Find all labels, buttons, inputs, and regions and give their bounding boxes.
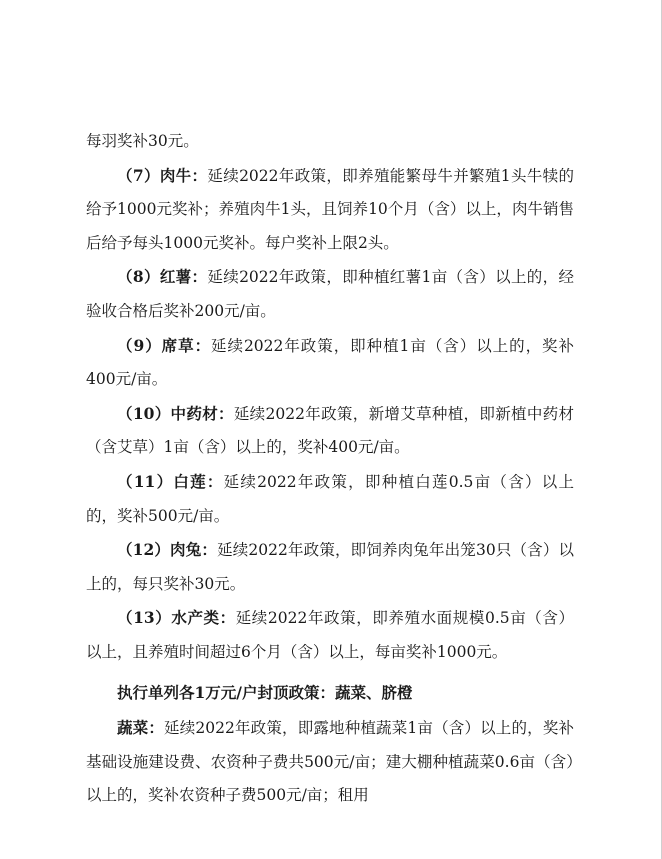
item-label: （13）水产类： xyxy=(117,608,236,628)
paragraph-text: 延续2022年政策，即养殖能繁母牛并繁殖1头牛犊的给予1000元奖补；养殖肉牛1头，且饲养10个月（含）以上，肉牛销售后给予每头1000元奖补。每户奖补上限2头。 xyxy=(86,166,574,252)
section-heading-text: 执行单列各1万元/户封顶政策：蔬菜、脐橙 xyxy=(117,682,413,702)
paragraph-vegetables xyxy=(86,711,574,813)
paragraph-text: 延续2022年政策，即种植1亩（含）以上的，奖补400元/亩。 xyxy=(86,336,574,389)
paragraph-text: 延续2022年政策，即养殖水面规模0.5亩（含）以上，且养殖时间超过6个月（含）以上，每亩奖补1000元。 xyxy=(86,609,574,661)
paragraph-beef-cattle xyxy=(86,159,574,261)
document-body xyxy=(86,125,574,813)
item-label: （12）肉兔： xyxy=(117,540,218,560)
section-heading xyxy=(86,676,574,711)
item-label: （9）席草： xyxy=(117,335,212,355)
item-label: （8）红薯： xyxy=(117,267,208,287)
paragraph-poultry-end xyxy=(86,125,574,159)
paragraph-text: 每羽奖补30元。 xyxy=(86,132,199,150)
item-label: （7）肉牛： xyxy=(117,165,208,185)
item-label: （10）中药材： xyxy=(117,403,234,423)
paragraph-text: 延续2022年政策，即露地种植蔬菜1亩（含）以上的，奖补基础设施建设费、农资种子费共500元/亩；建大棚种植蔬菜0.6亩（含）以上的，奖补农资种子费500元/亩；租用 xyxy=(86,719,574,805)
paragraph-text: 延续2022年政策，即种植红薯1亩（含）以上的，经验收合格后奖补200元/亩。 xyxy=(86,268,574,320)
item-label: （11）白莲： xyxy=(117,471,224,491)
paragraph-sweet-potato xyxy=(86,260,574,328)
paragraph-text: 延续2022年政策，新增艾草种植，即新植中药材（含艾草）1亩（含）以上的，奖补400元/亩。 xyxy=(86,404,574,457)
paragraph-mat-grass xyxy=(86,329,574,397)
paragraph-aquatic xyxy=(86,601,574,669)
paragraph-meat-rabbit xyxy=(86,533,574,601)
paragraph-text: 延续2022年政策，即饲养肉兔年出笼30只（含）以上的，每只奖补30元。 xyxy=(86,541,575,593)
paragraph-text: 延续2022年政策，即种植白莲0.5亩（含）以上的，奖补500元/亩。 xyxy=(86,472,574,525)
item-label: 蔬菜： xyxy=(117,718,165,738)
paragraph-herbal-medicine xyxy=(86,397,574,465)
paragraph-white-lotus xyxy=(86,465,574,533)
